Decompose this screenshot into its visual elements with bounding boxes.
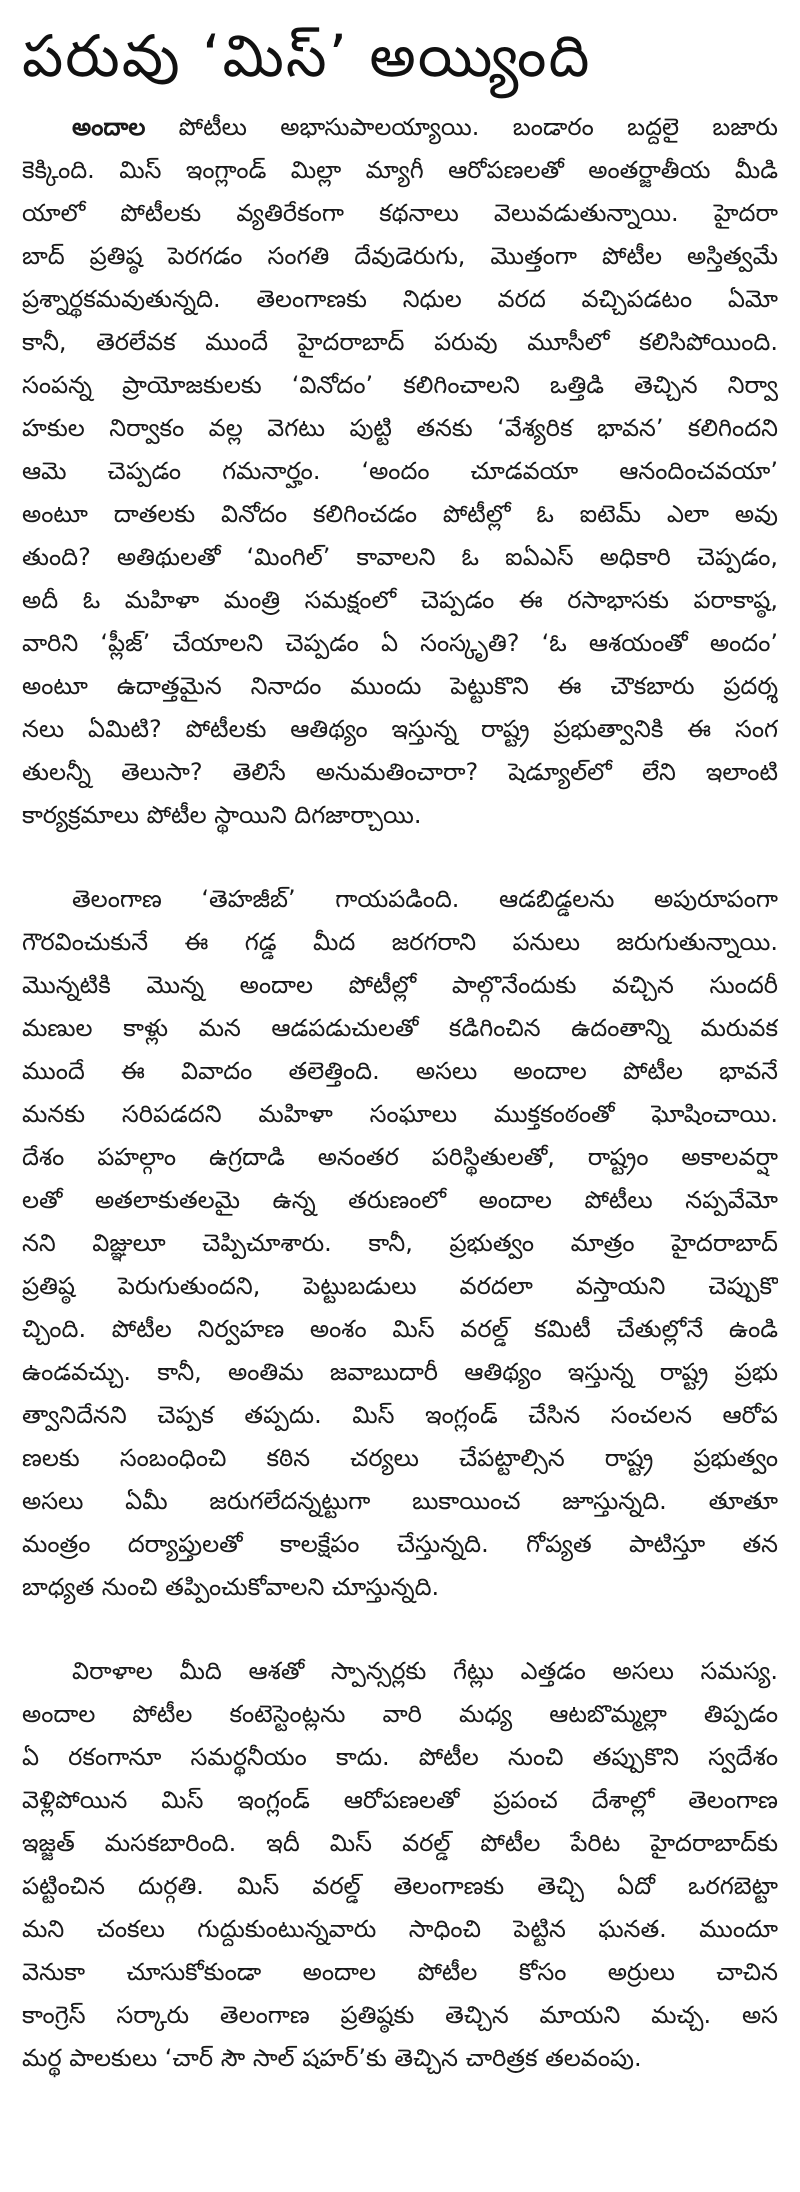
text-line: విరాళాల మీది ఆశతో స్పాన్సర్లకు గేట్లు ఎత్తడం అసలు సమస్య. bbox=[72, 1657, 778, 1685]
paragraph-1 bbox=[22, 106, 778, 837]
paragraph-3 bbox=[22, 1650, 778, 2080]
text-line: మణుల కాళ్లు మన ఆడపడుచులతో కడిగించిన ఉదంతాన్ని మరువక bbox=[22, 1014, 778, 1042]
text-line: బాద్ ప్రతిష్ఠ పెరగడం సంగతి దేవుడెరుగు, మొత్తంగా పోటీల అస్తిత్వమే bbox=[22, 242, 778, 270]
lead-line-text: పోటీలు అభాసుపాలయ్యాయి. బండారం బద్దలై బజారు bbox=[145, 113, 778, 141]
text-line: కాంగ్రెస్ సర్కారు తెలంగాణ ప్రతిష్ఠకు తెచ్చిన మాయని మచ్చ. అస bbox=[22, 2001, 778, 2029]
text-line: బాధ్యత నుంచి తప్పించుకోవాలని చూస్తున్నది. bbox=[22, 1573, 440, 1601]
text-line: తులన్నీ తెలుసా? తెలిసే అనుమతించారా? షెడ్యూల్‌లో లేని ఇలాంటి bbox=[22, 758, 778, 786]
lead-word: అందాల bbox=[72, 113, 146, 141]
text-line: ముందే ఈ వివాదం తలెత్తింది. అసలు అందాల పోటీల భావనే bbox=[22, 1057, 778, 1085]
text-line: నని విజ్ఞులూ చెప్పిచూశారు. కానీ, ప్రభుత్వం మాత్రం హైదరాబాద్ bbox=[22, 1229, 778, 1257]
text-line: కార్యక్రమాలు పోటీల స్థాయిని దిగజార్చాయి. bbox=[22, 801, 422, 829]
text-line: ఆమె చెప్పడం గమనార్హం. ‘అందం చూడవయా ఆనందించవయా’ bbox=[22, 457, 778, 485]
text-line: అంటూ దాతలకు వినోదం కలిగించడం పోటీల్లో ఓ ఐటెమ్ ఎలా అవు bbox=[22, 500, 778, 528]
text-line: ప్రతిష్ఠ పెరుగుతుందని, పెట్టుబడులు వరదలా వస్తాయని చెప్పుకొ bbox=[22, 1272, 778, 1300]
text-line: వెనుకా చూసుకోకుండా అందాల పోటీల కోసం అర్రులు చాచిన bbox=[22, 1958, 778, 1986]
text-line: యాలో పోటీలకు వ్యతిరేకంగా కథనాలు వెలువడుతున్నాయి. హైదరా bbox=[22, 199, 778, 227]
text-line: ప్రశ్నార్థకమవుతున్నది. తెలంగాణకు నిధుల వరద వచ్చిపడటం ఏమో bbox=[22, 285, 778, 313]
text-line: నలు ఏమిటి? పోటీలకు ఆతిథ్యం ఇస్తున్న రాష్ట్ర ప్రభుత్వానికి ఈ సంగ bbox=[22, 715, 778, 743]
text-line: కెక్కింది. మిస్ ఇంగ్లాండ్ మిల్లా మ్యాగీ ఆరోపణలతో అంతర్జాతీయ మీడి bbox=[22, 156, 778, 184]
text-line: త్వానిదేనని చెప్పక తప్పదు. మిస్ ఇంగ్లండ్ చేసిన సంచలన ఆరోప bbox=[22, 1401, 778, 1429]
text-line: తెలంగాణ ‘తెహజీబ్’ గాయపడింది. ఆడబిడ్డలను అపురూపంగా bbox=[72, 885, 778, 913]
text-line: మర్థ పాలకులు ‘చార్ సౌ సాల్ షహర్’కు తెచ్చిన చారిత్రక తలవంపు. bbox=[22, 2044, 642, 2072]
text-line: అసలు ఏమీ జరుగలేదన్నట్టుగా బుకాయించ జూస్తున్నది. తూతూ bbox=[22, 1487, 778, 1515]
text-line: అంటూ ఉదాత్తమైన నినాదం ముందు పెట్టుకొని ఈ చౌకబారు ప్రదర్శ bbox=[22, 672, 778, 700]
text-line: ఉండవచ్చు. కానీ, అంతిమ జవాబుదారీ ఆతిథ్యం ఇస్తున్న రాష్ట్ర ప్రభు bbox=[22, 1358, 778, 1386]
paragraph-2 bbox=[22, 878, 778, 1609]
text-line: గౌరవించుకునే ఈ గడ్డ మీద జరగరాని పనులు జరుగుతున్నాయి. bbox=[22, 928, 778, 956]
text-line: పట్టించిన దుర్గతి. మిస్ వరల్డ్ తెలంగాణకు తెచ్చి ఏదో ఒరగబెట్టా bbox=[22, 1872, 778, 1900]
text-line: మొన్నటికి మొన్న అందాల పోటీల్లో పాల్గొనేందుకు వచ్చిన సుందరీ bbox=[22, 971, 778, 999]
text-line: దేశం పహల్గాం ఉగ్రదాడి అనంతర పరిస్థితులతో, రాష్ట్రం అకాలవర్షా bbox=[22, 1143, 778, 1171]
headline: పరువు ‘మిస్’ అయ్యింది bbox=[22, 22, 592, 90]
text-line: వారిని ‘ప్లీజ్’ చేయాలని చెప్పడం ఏ సంస్కృతి? ‘ఓ ఆశయంతో అందం’ bbox=[22, 629, 778, 657]
text-line: ఏ రకంగానూ సమర్థనీయం కాదు. పోటీల నుంచి తప్పుకొని స్వదేశం bbox=[22, 1743, 778, 1771]
text-line: మనకు సరిపడదని మహిళా సంఘాలు ముక్తకంఠంతో ఘోషించాయి. bbox=[22, 1100, 778, 1128]
text-line: చ్చింది. పోటీల నిర్వహణ అంశం మిస్ వరల్డ్ కమిటీ చేతుల్లోనే ఉండి bbox=[22, 1315, 778, 1343]
text-line: అదీ ఓ మహిళా మంత్రి సమక్షంలో చెప్పడం ఈ రసాభాసకు పరాకాష్ఠ, bbox=[22, 586, 778, 614]
text-line: మని చంకలు గుద్దుకుంటున్నవారు సాధించి పెట్టిన ఘనత. ముందూ bbox=[22, 1915, 778, 1943]
text-line: హకుల నిర్వాకం వల్ల వెగటు పుట్టి తనకు ‘వేశ్యరిక భావన’ కలిగిందని bbox=[22, 414, 778, 442]
text-line: సంపన్న ప్రాయోజకులకు ‘వినోదం’ కలిగించాలని ఒత్తిడి తెచ్చిన నిర్వా bbox=[22, 371, 778, 399]
text-line: లతో అతలాకుతలమై ఉన్న తరుణంలో అందాల పోటీలు నప్పవేమో bbox=[22, 1186, 778, 1214]
text-line: వెళ్లిపోయిన మిస్ ఇంగ్లండ్ ఆరోపణలతో ప్రపంచ దేశాల్లో తెలంగాణ bbox=[22, 1786, 778, 1814]
text-line: అందాల పోటీల కంటెస్టెంట్లను వారి మధ్య ఆటబొమ్మల్లా తిప్పడం bbox=[22, 1700, 778, 1728]
text-line: ణలకు సంబంధించి కఠిన చర్యలు చేపట్టాల్సిన రాష్ట్ర ప్రభుత్వం bbox=[22, 1444, 778, 1472]
text-line: ఇజ్జత్ మసకబారింది. ఇదీ మిస్ వరల్డ్ పోటీల పేరిట హైదరాబాద్‌కు bbox=[22, 1829, 778, 1857]
text-line: తుంది? అతిథులతో ‘మింగిల్’ కావాలని ఓ ఐఏఎస్ అధికారి చెప్పడం, bbox=[22, 543, 778, 571]
text-line bbox=[22, 106, 778, 149]
text-line: కానీ, తెరలేవక ముందే హైదరాబాద్ పరువు మూసీలో కలిసిపోయింది. bbox=[22, 328, 778, 356]
text-line: మంత్రం దర్యాప్తులతో కాలక్షేపం చేస్తున్నది. గోప్యత పాటిస్తూ తన bbox=[22, 1530, 778, 1558]
